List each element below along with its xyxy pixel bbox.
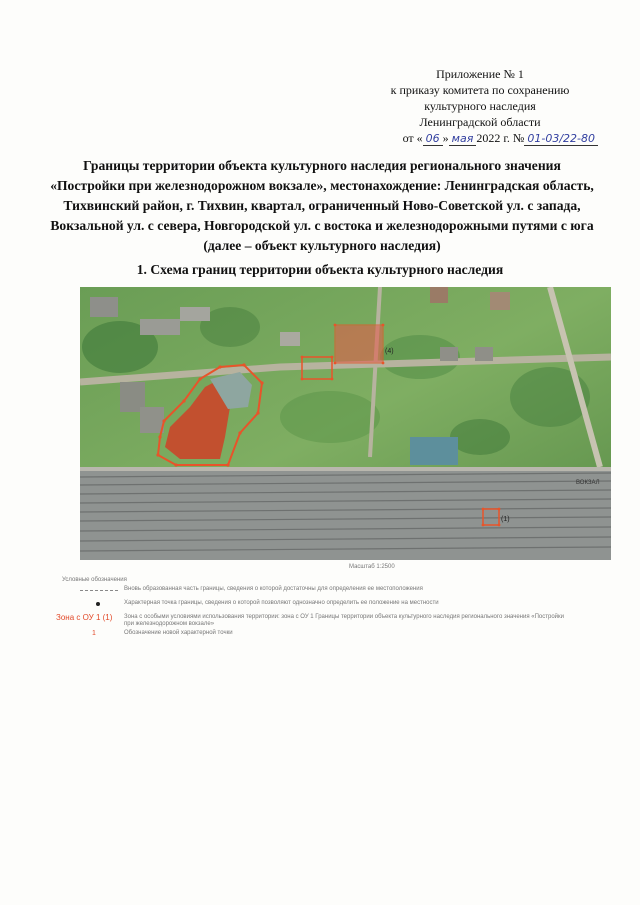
object-4 <box>335 325 383 363</box>
map-svg <box>80 287 611 560</box>
appendix-header <box>360 66 600 147</box>
building <box>180 307 210 321</box>
date-month: мая <box>449 132 477 146</box>
legend-text: Вновь образованная часть границы, сведения о которой достаточны для определения ее местоположения <box>124 586 423 592</box>
building <box>90 297 118 317</box>
zone-label: Зона с ОУ 1 (1) <box>56 613 113 622</box>
object-label-1: (1) <box>501 516 510 523</box>
date-prefix: от « <box>402 131 423 145</box>
legend-text: Зона с особыми условиями использования территории: зона с ОУ 1 Границы территории объекта культурного наследия регионального значения «Постройки при железнодорожном вокзале» <box>124 614 564 627</box>
railway-band <box>80 467 611 560</box>
object-label-4: (4) <box>385 348 394 355</box>
building <box>280 332 300 346</box>
building <box>490 292 510 310</box>
legend-heading: Условные обозначения <box>62 577 127 583</box>
appendix-committee: культурного наследия <box>424 99 536 113</box>
dashed-line-icon <box>80 586 130 598</box>
tree-clump <box>280 391 380 443</box>
map-scale: Масштаб 1:2500 <box>349 564 395 570</box>
point-number-label: 1 <box>92 630 96 637</box>
legend-item-new-boundary <box>80 586 580 600</box>
dot-icon <box>80 600 130 612</box>
building <box>140 407 164 433</box>
building <box>475 347 493 361</box>
appendix-order-ref: к приказу комитета по сохранению <box>390 83 570 97</box>
building <box>440 347 458 361</box>
legend <box>56 586 580 644</box>
date-day: 06 <box>423 132 443 146</box>
order-number: 01-03/22-80 <box>524 132 598 146</box>
point-number-symbol <box>80 630 130 642</box>
document-title: Границы территории объекта культурного наследия регионального значения «Постройки при железнодорожном вокзале», местонахождение: Ленинградская область, Тихвинский район, г. Тихвин, квартал, ограниченный Ново-Советской ул. с запада, Вокзальной ул. с севера, Новгородской ул. с востока и железнодорожными путями с юга (далее – объект культурного наследия) <box>50 158 594 253</box>
building <box>430 287 448 303</box>
building <box>410 437 458 465</box>
tree-clump <box>450 419 510 455</box>
legend-item-zone <box>56 613 580 630</box>
legend-item-boundary-point <box>80 600 580 614</box>
legend-text: Характерная точка границы, сведения о которой позволяют однозначно определить ее положение на местности <box>124 600 439 606</box>
appendix-number: Приложение № 1 <box>436 67 524 81</box>
zone-symbol <box>56 613 130 626</box>
legend-text: Обозначение новой характерной точки <box>124 630 233 636</box>
date-year: 2022 г. № <box>476 131 525 145</box>
platform <box>80 467 611 471</box>
appendix-region: Ленинградской области <box>419 115 541 129</box>
appendix-date-line <box>360 130 600 147</box>
satellite-map <box>80 287 611 560</box>
building <box>140 319 180 335</box>
date-mid: » <box>442 131 449 145</box>
section-title: 1. Схема границ территории объекта культурного наследия <box>136 262 504 277</box>
legend-item-point-number <box>80 630 580 644</box>
street-label: ВОКЗАЛ <box>576 480 600 486</box>
